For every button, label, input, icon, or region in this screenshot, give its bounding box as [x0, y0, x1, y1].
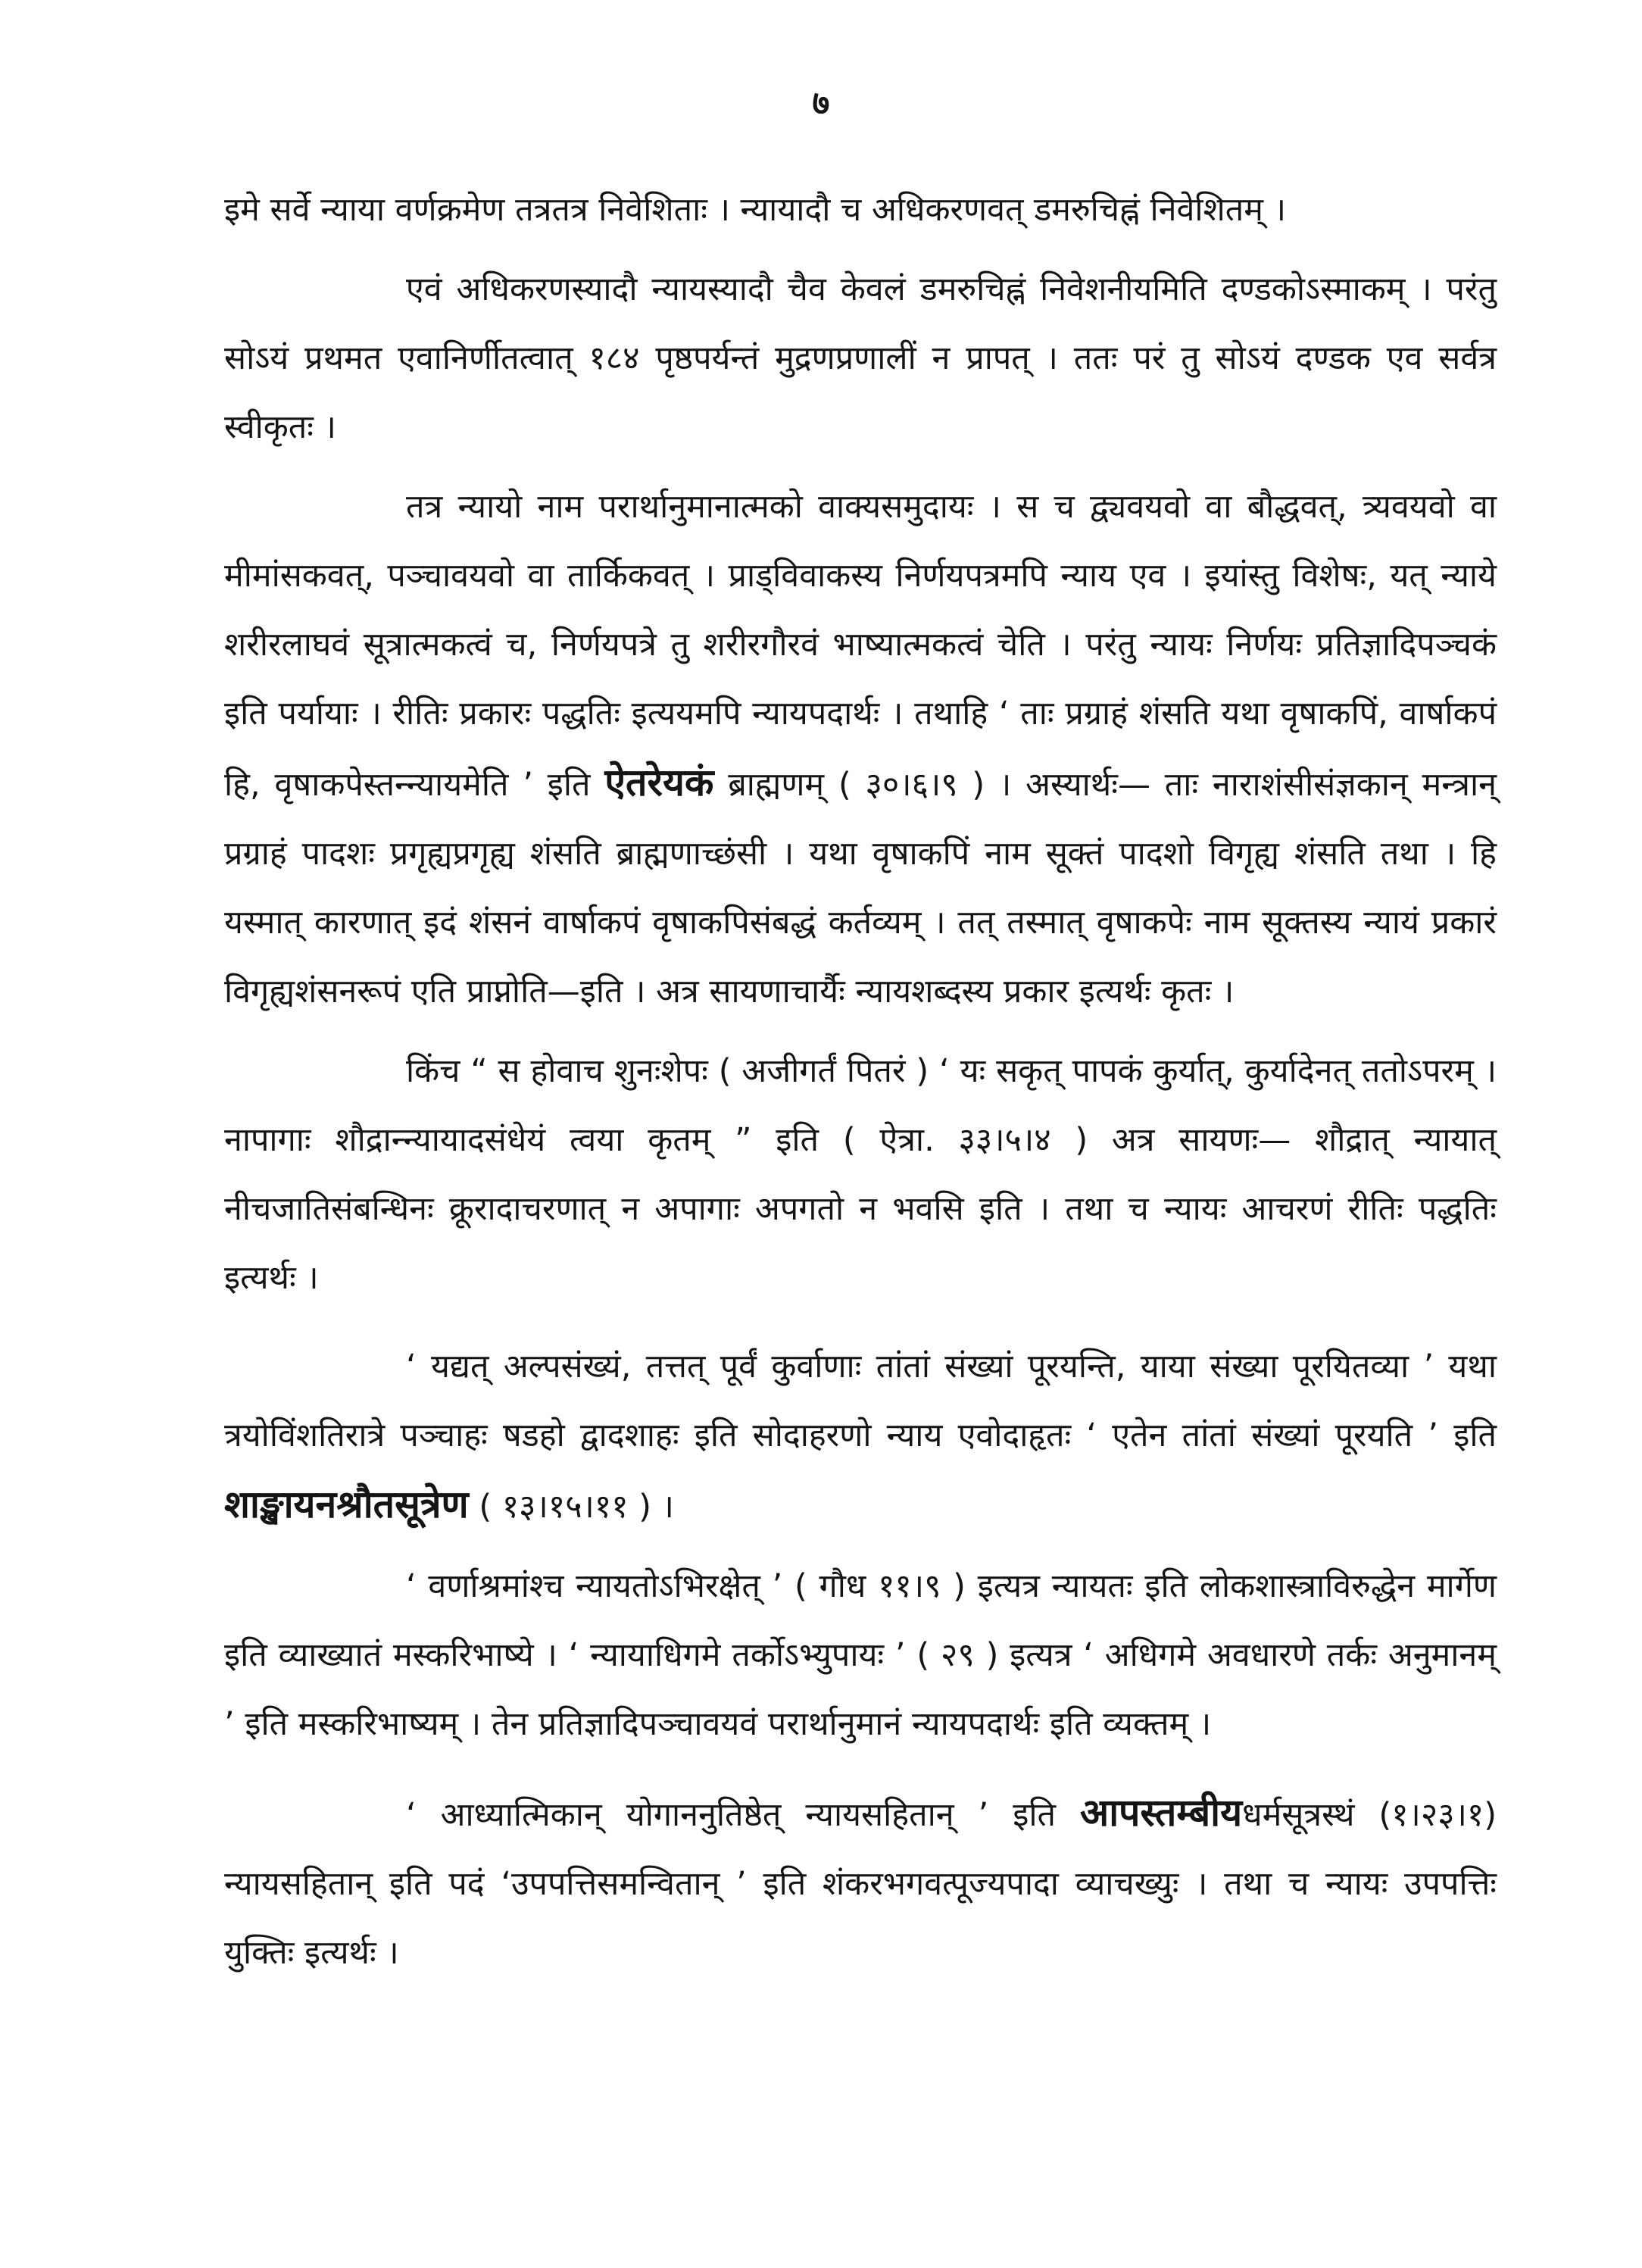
paragraph-6-text: ‘ वर्णाश्रमांश्च न्यायतोऽभिरक्षेत् ’ ( गौध ११।९ ) इत्यत्र न्यायतः इति लोकशास्त्राविरुद्धेन मार्गेण इति व्याख्यातं मस्करिभाष्ये । ‘ न्यायाधिगमे तर्कोऽभ्युपायः ’ ( २९ ) इत्यत्र ‘ अधिगमे अवधारणे तर्कः अनुमानम् ’ इति मस्करिभाष्यम् । तेन प्रतिज्ञादिपञ्चावयवं परार्थानुमानं न्यायपदार्थः इति व्यक्तम् । — [224, 1567, 1497, 1743]
paragraph-5-text-b: ( १३।१५।११ ) । — [468, 1488, 674, 1526]
paragraph-4 — [224, 1037, 1497, 1313]
paragraph-5-text-a: ‘ यद्यत् अल्पसंख्यं, तत्तत् पूर्वं कुर्वाणाः तांतां संख्यां पूरयन्ति, याया संख्या पूरयितव्या ’ यथा त्रयोविंशतिरात्रे पञ्चाहः षडहो द्वादशाहः इति सोदाहरणो न्याय एवोदाहृतः ‘ एतेन तांतां संख्यां पूरयति ’ इति — [224, 1348, 1497, 1454]
page-number: ७ — [812, 84, 830, 123]
paragraph-3-text-b: ब्राह्मणम् ( ३०।६।९ ) । अस्यार्थः— ताः नाराशंसीसंज्ञकान् मन्त्रान् प्रग्राहं पादशः प्रगृह्यप्रगृह्य शंसति ब्राह्मणाच्छंसी । यथा वृषाकपिं नाम सूक्तं पादशो विगृह्य शंसति तथा । हि यस्मात् कारणात् इदं शंसनं वार्षाकपं वृषाकपिसंबद्धं कर्तव्यम् । तत् तस्मात् वृषाकपेः नाम सूक्तस्य न्यायं प्रकारं विगृह्यशंसनरूपं एति प्राप्नोति—इति । अत्र सायणाचार्यैः न्यायशब्दस्य प्रकार इत्यर्थः कृतः । — [224, 766, 1497, 1011]
paragraph-5 — [224, 1332, 1497, 1542]
paragraph-7 — [224, 1779, 1497, 1988]
paragraph-2 — [224, 255, 1497, 462]
paragraph-1-text: इमे सर्वे न्याया वर्णक्रमेण तत्रतत्र निवेशिताः । न्यायादौ च अधिकरणवत् डमरुचिह्नं निवेशितम् । — [224, 191, 1286, 229]
paragraph-6 — [224, 1552, 1497, 1759]
shankhayana-emphasis: शाङ्खायनश्रौतसूत्रेण — [224, 1482, 469, 1526]
aitareya-emphasis: ऐतरेयकं — [604, 761, 714, 804]
paragraph-1 — [224, 176, 1497, 245]
body-text — [224, 176, 1497, 1988]
apastambiya-emphasis: आपस्तम्बीय — [1079, 1791, 1243, 1835]
paragraph-7-text-a: ‘ आध्यात्मिकान् योगाननुतिष्ठेत् न्यायसहितान् ’ इति — [406, 1796, 1080, 1834]
paragraph-7-text-b: धर्मसूत्रस्थं (१।२३।१) न्यायसहितान् इति पदं ‘उपपत्तिसमन्वितान् ’ इति शंकरभगवत्पूज्यपादा व्याचख्युः । तथा च न्यायः उपपत्तिः युक्तिः इत्यर्थः । — [224, 1796, 1497, 1972]
paragraph-4-text: किंच “ स होवाच शुनःशेपः ( अजीगर्तं पितरं ) ‘ यः सकृत् पापकं कुर्यात्, कुर्यादेनत् ततोऽपरम् । नापागाः शौद्रान्न्यायादसंधेयं त्वया कृतम् ” इति ( ऐत्रा. ३३।५।४ ) अत्र सायणः— शौद्रात् न्यायात् नीचजातिसंबन्धिनः क्रूरादाचरणात् न अपागाः अपगतो न भवसि इति । तथा च न्यायः आचरणं रीतिः पद्धतिः इत्यर्थः । — [224, 1052, 1497, 1297]
paragraph-3 — [224, 473, 1497, 1026]
paragraph-2-text: एवं अधिकरणस्यादौ न्यायस्यादौ चैव केवलं डमरुचिह्नं निवेशनीयमिति दण्डकोऽस्माकम् । परंतु सोऽयं प्रथमत एवानिर्णीतत्वात् १८४ पृष्ठपर्यन्तं मुद्रणप्रणालीं न प्रापत् । ततः परं तु सोऽयं दण्डक एव सर्वत्र स्वीकृतः । — [224, 270, 1497, 446]
paragraph-3-text-a: तत्र न्यायो नाम परार्थानुमानात्मको वाक्यसमुदायः । स च द्व्यवयवो वा बौद्धवत्, त्र्यवयवो वा मीमांसकवत्, पञ्चावयवो वा तार्किकवत् । प्राड्विवाकस्य निर्णयपत्रमपि न्याय एव । इयांस्तु विशेषः, यत् न्याये शरीरलाघवं सूत्रात्मकत्वं च, निर्णयपत्रे तु शरीरगौरवं भाष्यात्मकत्वं चेति । परंतु न्यायः निर्णयः प्रतिज्ञादिपञ्चकं इति पर्यायाः । रीतिः प्रकारः पद्धतिः इत्ययमपि न्यायपदार्थः । तथाहि ‘ ताः प्रग्राहं शंसति यथा वृषाकपिं, वार्षाकपं हि, वृषाकपेस्तन्न्यायमेति ’ इति — [224, 488, 1497, 804]
